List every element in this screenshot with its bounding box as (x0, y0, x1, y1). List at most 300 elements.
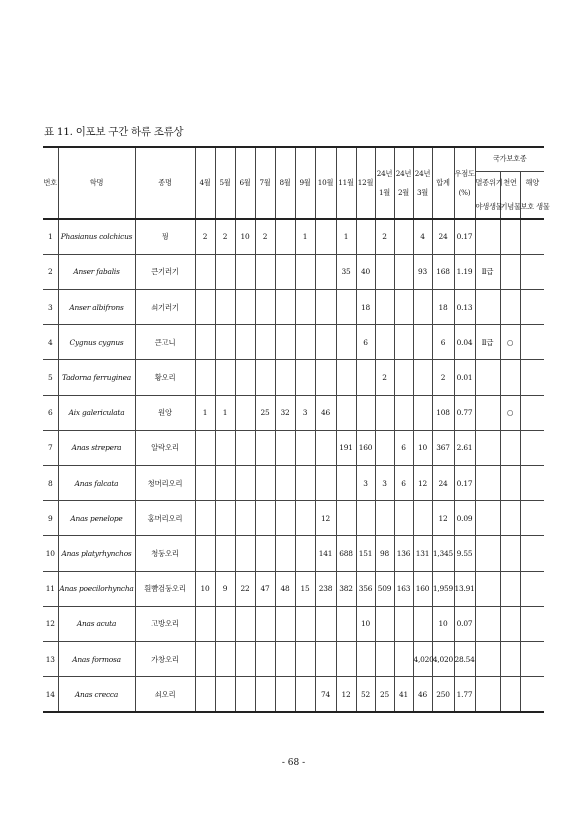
count-cell: 93 (413, 254, 432, 289)
natural-monument-cell: ○ (500, 395, 520, 430)
endangered-cell (475, 606, 500, 641)
total-cell: 108 (432, 395, 454, 430)
count-cell: 1 (336, 219, 356, 254)
row-number: 14 (43, 677, 58, 712)
total-cell: 6 (432, 325, 454, 360)
marine-protected-cell (520, 430, 544, 465)
count-cell: 48 (275, 571, 295, 606)
count-cell (315, 641, 336, 676)
natural-monument-cell (500, 360, 520, 395)
count-cell: 3 (375, 465, 394, 500)
count-cell (336, 641, 356, 676)
count-cell: 2 (375, 219, 394, 254)
count-cell (275, 289, 295, 324)
count-cell (195, 677, 215, 712)
table-row (43, 465, 544, 500)
row-number: 9 (43, 501, 58, 536)
natural-monument-cell (500, 606, 520, 641)
total-cell: 24 (432, 465, 454, 500)
row-number: 2 (43, 254, 58, 289)
header-month: 9월 (295, 147, 315, 219)
count-cell (275, 254, 295, 289)
count-cell (255, 325, 275, 360)
count-cell (295, 325, 315, 360)
marine-protected-cell (520, 219, 544, 254)
natural-monument-cell (500, 501, 520, 536)
count-cell: 41 (394, 677, 413, 712)
total-cell: 367 (432, 430, 454, 465)
marine-protected-cell (520, 465, 544, 500)
row-number: 6 (43, 395, 58, 430)
count-cell (413, 395, 432, 430)
count-cell (413, 325, 432, 360)
header-korean-name: 종명 (135, 147, 195, 219)
count-cell (356, 395, 375, 430)
natural-monument-cell (500, 571, 520, 606)
row-number: 1 (43, 219, 58, 254)
scientific-name: Anser fabalis (58, 254, 135, 289)
count-cell: 35 (336, 254, 356, 289)
count-cell (394, 289, 413, 324)
table-row (43, 501, 544, 536)
header-natural-monument: 천연 (500, 171, 520, 195)
scientific-name: Anas formosa (58, 641, 135, 676)
scientific-name: Anas platyrhynchos (58, 536, 135, 571)
row-number: 3 (43, 289, 58, 324)
count-cell (295, 536, 315, 571)
dominance-cell: 1.19 (454, 254, 475, 289)
total-cell: 250 (432, 677, 454, 712)
header-year-month: 24년 3월 (413, 147, 432, 219)
count-cell (235, 430, 255, 465)
count-cell (255, 501, 275, 536)
count-cell (235, 641, 255, 676)
count-cell (356, 501, 375, 536)
marine-protected-cell (520, 254, 544, 289)
count-cell: 6 (394, 465, 413, 500)
table-row (43, 254, 544, 289)
count-cell (255, 289, 275, 324)
count-cell (275, 430, 295, 465)
count-cell (336, 501, 356, 536)
total-cell: 12 (432, 501, 454, 536)
count-cell (356, 641, 375, 676)
dominance-cell: 0.04 (454, 325, 475, 360)
table-row (43, 395, 544, 430)
endangered-cell (475, 641, 500, 676)
count-cell: 12 (336, 677, 356, 712)
dominance-cell: 1.77 (454, 677, 475, 712)
page-number: - 68 - (281, 758, 306, 768)
count-cell (295, 289, 315, 324)
count-cell (295, 501, 315, 536)
header-month: 5월 (215, 147, 235, 219)
marine-protected-cell (520, 360, 544, 395)
count-cell: 74 (315, 677, 336, 712)
header-year-month: 24년 1월 (375, 147, 394, 219)
count-cell (215, 465, 235, 500)
korean-name: 큰고니 (135, 325, 195, 360)
count-cell (215, 360, 235, 395)
endangered-cell (475, 501, 500, 536)
count-cell: 1 (295, 219, 315, 254)
dominance-cell: 0.07 (454, 606, 475, 641)
count-cell: 25 (255, 395, 275, 430)
count-cell (235, 536, 255, 571)
header-endangered-2: 야생생물 (475, 195, 500, 219)
count-cell (195, 430, 215, 465)
header-dominance: 우점도 (%) (454, 147, 475, 219)
table-row (43, 571, 544, 606)
count-cell (215, 254, 235, 289)
natural-monument-cell (500, 289, 520, 324)
count-cell (215, 536, 235, 571)
count-cell (394, 254, 413, 289)
korean-name: 황오리 (135, 360, 195, 395)
total-cell: 10 (432, 606, 454, 641)
count-cell (315, 430, 336, 465)
scientific-name: Cygnus cygnus (58, 325, 135, 360)
dominance-cell: 2.61 (454, 430, 475, 465)
row-number: 7 (43, 430, 58, 465)
header-month: 12월 (356, 147, 375, 219)
natural-monument-cell (500, 536, 520, 571)
count-cell (235, 360, 255, 395)
count-cell: 382 (336, 571, 356, 606)
marine-protected-cell (520, 501, 544, 536)
total-cell: 168 (432, 254, 454, 289)
dominance-cell: 0.01 (454, 360, 475, 395)
scientific-name: Anas strepera (58, 430, 135, 465)
scientific-name: Anas crecca (58, 677, 135, 712)
count-cell: 3 (295, 395, 315, 430)
count-cell: 12 (315, 501, 336, 536)
total-cell: 2 (432, 360, 454, 395)
korean-name: 큰기러기 (135, 254, 195, 289)
marine-protected-cell (520, 325, 544, 360)
count-cell (275, 465, 295, 500)
count-cell: 10 (413, 430, 432, 465)
count-cell (255, 606, 275, 641)
count-cell (375, 254, 394, 289)
count-cell (375, 395, 394, 430)
count-cell (356, 219, 375, 254)
count-cell: 22 (235, 571, 255, 606)
table-row (43, 289, 544, 324)
count-cell (195, 501, 215, 536)
count-cell (235, 606, 255, 641)
count-cell: 3 (356, 465, 375, 500)
scientific-name: Phasianus colchicus (58, 219, 135, 254)
count-cell (375, 641, 394, 676)
endangered-cell: Ⅱ급 (475, 254, 500, 289)
count-cell (413, 501, 432, 536)
count-cell (195, 254, 215, 289)
count-cell (394, 325, 413, 360)
scientific-name: Anas falcata (58, 465, 135, 500)
table-row (43, 677, 544, 712)
count-cell: 25 (375, 677, 394, 712)
dominance-cell: 0.13 (454, 289, 475, 324)
count-cell: 6 (356, 325, 375, 360)
marine-protected-cell (520, 536, 544, 571)
count-cell (356, 360, 375, 395)
bird-species-table (43, 146, 550, 713)
endangered-cell (475, 219, 500, 254)
korean-name: 가창오리 (135, 641, 195, 676)
count-cell (215, 677, 235, 712)
endangered-cell (475, 289, 500, 324)
korean-name: 청둥오리 (135, 536, 195, 571)
count-cell (315, 360, 336, 395)
dominance-cell: 0.17 (454, 465, 475, 500)
count-cell: 15 (295, 571, 315, 606)
marine-protected-cell (520, 395, 544, 430)
total-cell: 1,959 (432, 571, 454, 606)
count-cell (394, 606, 413, 641)
count-cell (215, 641, 235, 676)
count-cell: 1 (215, 395, 235, 430)
row-number: 8 (43, 465, 58, 500)
count-cell: 10 (235, 219, 255, 254)
count-cell (295, 360, 315, 395)
count-cell (336, 325, 356, 360)
count-cell: 32 (275, 395, 295, 430)
marine-protected-cell (520, 677, 544, 712)
count-cell (255, 677, 275, 712)
scientific-name: Anas penelope (58, 501, 135, 536)
count-cell (195, 360, 215, 395)
count-cell (235, 254, 255, 289)
korean-name: 꿩 (135, 219, 195, 254)
header-month: 8월 (275, 147, 295, 219)
count-cell (336, 360, 356, 395)
header-month: 10월 (315, 147, 336, 219)
count-cell (275, 219, 295, 254)
natural-monument-cell (500, 219, 520, 254)
scientific-name: Anas acuta (58, 606, 135, 641)
header-natural-monument-2: 기념물 (500, 195, 520, 219)
total-cell: 1,345 (432, 536, 454, 571)
count-cell (375, 289, 394, 324)
count-cell (336, 606, 356, 641)
count-cell (394, 219, 413, 254)
count-cell (195, 289, 215, 324)
korean-name: 원앙 (135, 395, 195, 430)
total-cell: 18 (432, 289, 454, 324)
count-cell (394, 641, 413, 676)
header-protected-species: 국가보호종 (475, 147, 544, 171)
count-cell: 160 (413, 571, 432, 606)
dominance-cell: 0.17 (454, 219, 475, 254)
count-cell (375, 606, 394, 641)
dominance-cell: 13.91 (454, 571, 475, 606)
count-cell (215, 325, 235, 360)
count-cell: 2 (255, 219, 275, 254)
header-marine-protected: 해양 (520, 171, 544, 195)
count-cell (315, 289, 336, 324)
row-number: 11 (43, 571, 58, 606)
endangered-cell (475, 571, 500, 606)
row-number: 4 (43, 325, 58, 360)
count-cell (195, 325, 215, 360)
count-cell (235, 289, 255, 324)
count-cell: 10 (195, 571, 215, 606)
natural-monument-cell (500, 465, 520, 500)
count-cell (215, 430, 235, 465)
count-cell: 1 (195, 395, 215, 430)
count-cell (275, 360, 295, 395)
count-cell (295, 641, 315, 676)
endangered-cell (475, 465, 500, 500)
count-cell (195, 641, 215, 676)
count-cell: 18 (356, 289, 375, 324)
count-cell (255, 536, 275, 571)
table-row (43, 641, 544, 676)
count-cell (255, 430, 275, 465)
count-cell: 9 (215, 571, 235, 606)
dominance-cell: 0.77 (454, 395, 475, 430)
count-cell: 688 (336, 536, 356, 571)
count-cell (295, 606, 315, 641)
marine-protected-cell (520, 289, 544, 324)
count-cell (275, 536, 295, 571)
count-cell (255, 254, 275, 289)
dominance-cell: 9.55 (454, 536, 475, 571)
table-row (43, 430, 544, 465)
header-month: 4월 (195, 147, 215, 219)
count-cell (215, 289, 235, 324)
korean-name: 알락오리 (135, 430, 195, 465)
table-row (43, 606, 544, 641)
table-row (43, 325, 544, 360)
endangered-cell (475, 395, 500, 430)
count-cell (413, 360, 432, 395)
count-cell: 2 (375, 360, 394, 395)
row-number: 12 (43, 606, 58, 641)
row-number: 13 (43, 641, 58, 676)
endangered-cell (475, 430, 500, 465)
total-cell: 24 (432, 219, 454, 254)
count-cell (275, 325, 295, 360)
count-cell: 131 (413, 536, 432, 571)
count-cell (336, 465, 356, 500)
table-caption: 표 11. 이포보 구간 하류 조류상 (44, 126, 184, 138)
header-month: 6월 (235, 147, 255, 219)
count-cell (195, 606, 215, 641)
natural-monument-cell (500, 254, 520, 289)
count-cell (235, 395, 255, 430)
count-cell: 509 (375, 571, 394, 606)
count-cell (215, 606, 235, 641)
count-cell (315, 606, 336, 641)
count-cell (215, 501, 235, 536)
marine-protected-cell (520, 571, 544, 606)
count-cell: 238 (315, 571, 336, 606)
count-cell (336, 395, 356, 430)
count-cell: 2 (215, 219, 235, 254)
count-cell: 12 (413, 465, 432, 500)
endangered-cell (475, 360, 500, 395)
count-cell (315, 219, 336, 254)
count-cell: 52 (356, 677, 375, 712)
count-cell (295, 254, 315, 289)
count-cell: 98 (375, 536, 394, 571)
natural-monument-cell (500, 677, 520, 712)
count-cell (413, 606, 432, 641)
count-cell: 163 (394, 571, 413, 606)
total-cell: 4,020 (432, 641, 454, 676)
count-cell (315, 465, 336, 500)
count-cell (315, 254, 336, 289)
count-cell (315, 325, 336, 360)
table-row (43, 360, 544, 395)
count-cell: 356 (356, 571, 375, 606)
row-number: 10 (43, 536, 58, 571)
scientific-name: Aix galericulata (58, 395, 135, 430)
count-cell (195, 536, 215, 571)
dominance-cell: 28.54 (454, 641, 475, 676)
scientific-name: Tadorna ferruginea (58, 360, 135, 395)
count-cell (375, 501, 394, 536)
count-cell: 4,020 (413, 641, 432, 676)
count-cell (375, 430, 394, 465)
endangered-cell (475, 536, 500, 571)
count-cell: 2 (195, 219, 215, 254)
count-cell: 46 (315, 395, 336, 430)
korean-name: 쇠기러기 (135, 289, 195, 324)
count-cell (255, 641, 275, 676)
count-cell (295, 465, 315, 500)
count-cell: 10 (356, 606, 375, 641)
count-cell (235, 501, 255, 536)
count-cell: 191 (336, 430, 356, 465)
count-cell: 47 (255, 571, 275, 606)
dominance-cell: 0.09 (454, 501, 475, 536)
header-no: 번호 (43, 147, 58, 219)
endangered-cell (475, 677, 500, 712)
header-marine-protected-2: 보호 생물 (520, 195, 544, 219)
endangered-cell: Ⅱ급 (475, 325, 500, 360)
count-cell (275, 677, 295, 712)
count-cell: 160 (356, 430, 375, 465)
count-cell (275, 501, 295, 536)
header-month: 11월 (336, 147, 356, 219)
count-cell: 40 (356, 254, 375, 289)
header-scientific-name: 학명 (58, 147, 135, 219)
table-row (43, 219, 544, 254)
marine-protected-cell (520, 641, 544, 676)
header-endangered: 멸종위기 (475, 171, 500, 195)
scientific-name: Anser albifrons (58, 289, 135, 324)
row-number: 5 (43, 360, 58, 395)
header-month: 7월 (255, 147, 275, 219)
count-cell (375, 325, 394, 360)
count-cell (255, 360, 275, 395)
count-cell (235, 465, 255, 500)
korean-name: 홍머리오리 (135, 501, 195, 536)
count-cell: 151 (356, 536, 375, 571)
scientific-name: Anas poecilorhyncha (58, 571, 135, 606)
table-row (43, 536, 544, 571)
korean-name: 쇠오리 (135, 677, 195, 712)
count-cell (394, 360, 413, 395)
marine-protected-cell (520, 606, 544, 641)
count-cell (394, 395, 413, 430)
count-cell (394, 501, 413, 536)
korean-name: 흰뺨검둥오리 (135, 571, 195, 606)
natural-monument-cell: ○ (500, 325, 520, 360)
